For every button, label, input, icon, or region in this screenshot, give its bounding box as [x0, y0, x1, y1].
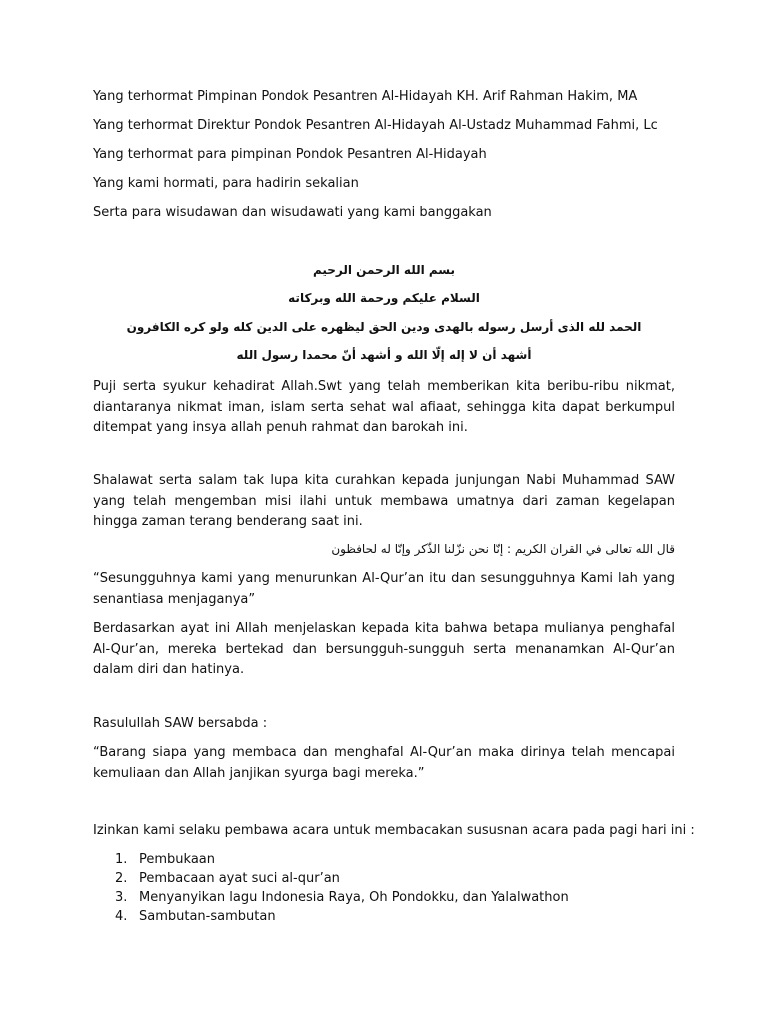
greeting-line-2: Yang terhormat Direktur Pondok Pesantren Al-Hidayah Al-Ustadz Muhammad Fahmi, Lc [93, 118, 658, 133]
agenda-item-number: 3. [115, 890, 128, 905]
agenda-item-number: 4. [115, 909, 128, 924]
agenda-item-text: Pembacaan ayat suci al-qur’an [139, 871, 340, 886]
arabic-salam: السلام عليكم ورحمة الله وبركاته [288, 291, 480, 305]
arabic-basmalah: بسم الله الرحمن الرحيم [312, 263, 456, 277]
greeting-line-3: Yang terhormat para pimpinan Pondok Pesantren Al-Hidayah [93, 147, 487, 162]
greeting-line-1: Yang terhormat Pimpinan Pondok Pesantren Al-Hidayah KH. Arif Rahman Hakim, MA [93, 89, 638, 104]
agenda-item-text: Menyanyikan lagu Indonesia Raya, Oh Pondokku, dan Yalalwathon [139, 890, 569, 905]
arabic-syahadat: أشهد أن لا إله إلّا الله و أشهد أنّ محمدا رسول الله [236, 348, 532, 362]
agenda-list [93, 850, 569, 926]
rasulullah-bersabda: Rasulullah SAW bersabda : [93, 716, 268, 731]
paragraph-puji-syukur: Puji serta syukur kehadirat Allah.Swt yang telah memberikan kita beribu-ribu nikmat, diantaranya nikmat iman, islam serta sehat wal afiaat, sehingga kita dapat berkumpul ditempat yang insya allah penuh rahmat dan barokah ini. [93, 379, 675, 435]
arabic-ayat-quote: قال الله تعالى في القران الكريم : إنّا نحن نزّلنا الذّكر وإنّا له لحافظون [331, 542, 675, 556]
paragraph-hadith: “Barang siapa yang membaca dan menghafal Al-Qur’an maka dirinya telah mencapai kemuliaan dan Allah janjikan syurga bagi mereka.” [93, 745, 675, 781]
paragraph-izinkan: Izinkan kami selaku pembawa acara untuk membacakan sususnan acara pada pagi hari ini : [93, 823, 695, 838]
agenda-item-number: 2. [115, 871, 128, 886]
agenda-item-text: Sambutan-sambutan [139, 909, 276, 924]
agenda-item-number: 1. [115, 852, 128, 867]
arabic-hamdalah: الحمد لله الذى أرسل رسوله بالهدى ودين الحق ليظهره على الدين كله ولو كره الكافرون [126, 320, 642, 334]
paragraph-shalawat: Shalawat serta salam tak lupa kita curahkan kepada junjungan Nabi Muhammad SAW yang telah mengemban misi ilahi untuk membawa umatnya dari zaman kegelapan hingga zaman terang benderang saat ini. [93, 473, 675, 529]
agenda-item [93, 888, 569, 907]
agenda-item-text: Pembukaan [139, 852, 216, 867]
greeting-line-5: Serta para wisudawan dan wisudawati yang kami banggakan [93, 205, 492, 220]
greeting-line-4: Yang kami hormati, para hadirin sekalian [93, 176, 359, 191]
agenda-item [93, 907, 569, 926]
agenda-item [93, 869, 569, 888]
paragraph-ayat-translation: “Sesungguhnya kami yang menurunkan Al-Qur’an itu dan sesungguhnya Kami lah yang senantiasa menjaganya” [93, 571, 675, 607]
agenda-item [93, 850, 569, 869]
paragraph-berdasarkan: Berdasarkan ayat ini Allah menjelaskan kepada kita bahwa betapa mulianya penghafal Al-Qur’an, mereka bertekad dan bersungguh-sungguh serta menanamkan Al-Qur’an dalam diri dan hatinya. [93, 621, 675, 677]
